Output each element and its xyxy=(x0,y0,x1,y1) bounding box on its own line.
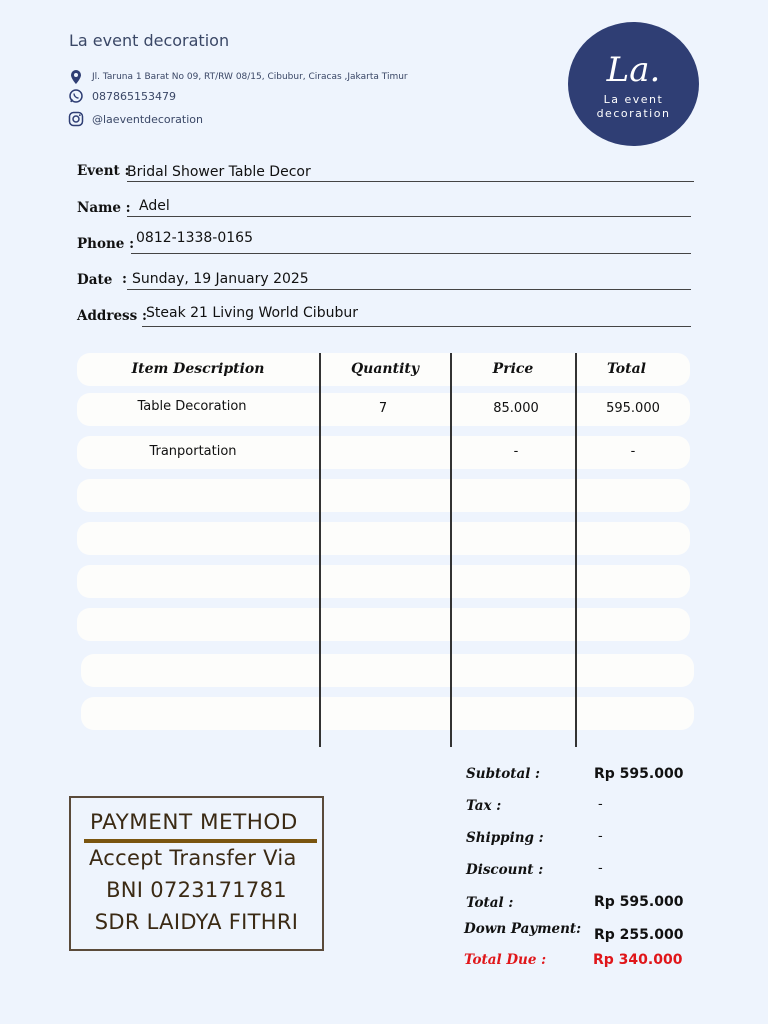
phone-underline xyxy=(131,253,691,254)
table-row-empty xyxy=(77,608,690,641)
date-underline xyxy=(127,289,691,290)
table-row-empty xyxy=(77,479,690,512)
discount-label: Discount : xyxy=(466,862,544,878)
header-quantity: Quantity xyxy=(350,361,419,377)
logo-line1: La event xyxy=(603,93,664,106)
cell-description: Table Decoration xyxy=(137,399,247,414)
discount-value: - xyxy=(598,861,603,876)
payment-line-transfer: Accept Transfer Via xyxy=(89,846,297,870)
header-price: Price xyxy=(492,361,534,377)
name-label: Name : xyxy=(77,200,131,216)
phone-row xyxy=(68,88,176,104)
instagram-row xyxy=(68,111,203,127)
brand-title: La event decoration xyxy=(69,31,230,50)
cell-quantity: 7 xyxy=(378,401,388,416)
total-due-value: Rp 340.000 xyxy=(593,952,683,968)
header-total: Total xyxy=(606,361,646,377)
phone-value: 0812-1338-0165 xyxy=(136,230,253,246)
address-text: Jl. Taruna 1 Barat No 09, RT/RW 08/15, Cibubur, Ciracas ,Jakarta Timur xyxy=(92,72,408,82)
logo-line2: decoration xyxy=(596,107,671,120)
address-label: Address : xyxy=(77,308,147,324)
logo-text xyxy=(597,93,671,121)
date-value: Sunday, 19 January 2025 xyxy=(132,271,309,287)
down-payment-label: Down Payment: xyxy=(464,921,582,937)
payment-method-title: PAYMENT METHOD xyxy=(90,810,298,835)
name-value: Adel xyxy=(139,198,170,214)
phone-text: 087865153479 xyxy=(92,89,176,103)
instagram-icon xyxy=(68,111,84,127)
cell-description: Tranportation xyxy=(149,444,237,459)
cell-price: 85.000 xyxy=(493,401,539,416)
instagram-text: @laeventdecoration xyxy=(92,112,203,126)
total-value: Rp 595.000 xyxy=(594,894,684,910)
logo-mark: La. xyxy=(606,50,661,90)
cell-price: - xyxy=(513,444,519,459)
tax-value: - xyxy=(598,797,603,812)
subtotal-label: Subtotal : xyxy=(466,766,541,782)
location-pin-icon xyxy=(68,69,84,85)
table-row-empty xyxy=(81,654,694,687)
tax-label: Tax : xyxy=(466,798,502,814)
down-payment-value: Rp 255.000 xyxy=(594,927,684,943)
address-value: Steak 21 Living World Cibubur xyxy=(146,305,358,321)
shipping-label: Shipping : xyxy=(466,830,544,846)
header-item-description: Item Description xyxy=(131,361,265,377)
table-row-empty xyxy=(77,522,690,555)
event-value: Bridal Shower Table Decor xyxy=(127,164,311,180)
table-row-empty xyxy=(77,565,690,598)
phone-label: Phone : xyxy=(77,236,135,252)
payment-line-holder: SDR LAIDYA FITHRI xyxy=(94,910,299,934)
date-label: Date xyxy=(77,272,113,288)
date-colon: : xyxy=(122,271,127,287)
event-label: Event : xyxy=(77,163,130,179)
total-label: Total : xyxy=(466,895,514,911)
event-underline xyxy=(127,181,694,182)
table-row-empty xyxy=(81,697,694,730)
cell-total: - xyxy=(630,444,636,459)
name-underline xyxy=(127,216,691,217)
address-underline xyxy=(142,326,691,327)
brand-logo xyxy=(568,22,699,146)
total-due-label: Total Due : xyxy=(464,952,547,968)
whatsapp-icon xyxy=(68,88,84,104)
payment-title-rule xyxy=(84,839,317,843)
payment-line-account: BNI 0723171781 xyxy=(106,878,287,902)
cell-total: 595.000 xyxy=(606,401,660,416)
shipping-value: - xyxy=(598,829,603,844)
address-row xyxy=(68,69,408,85)
subtotal-value: Rp 595.000 xyxy=(594,766,684,782)
